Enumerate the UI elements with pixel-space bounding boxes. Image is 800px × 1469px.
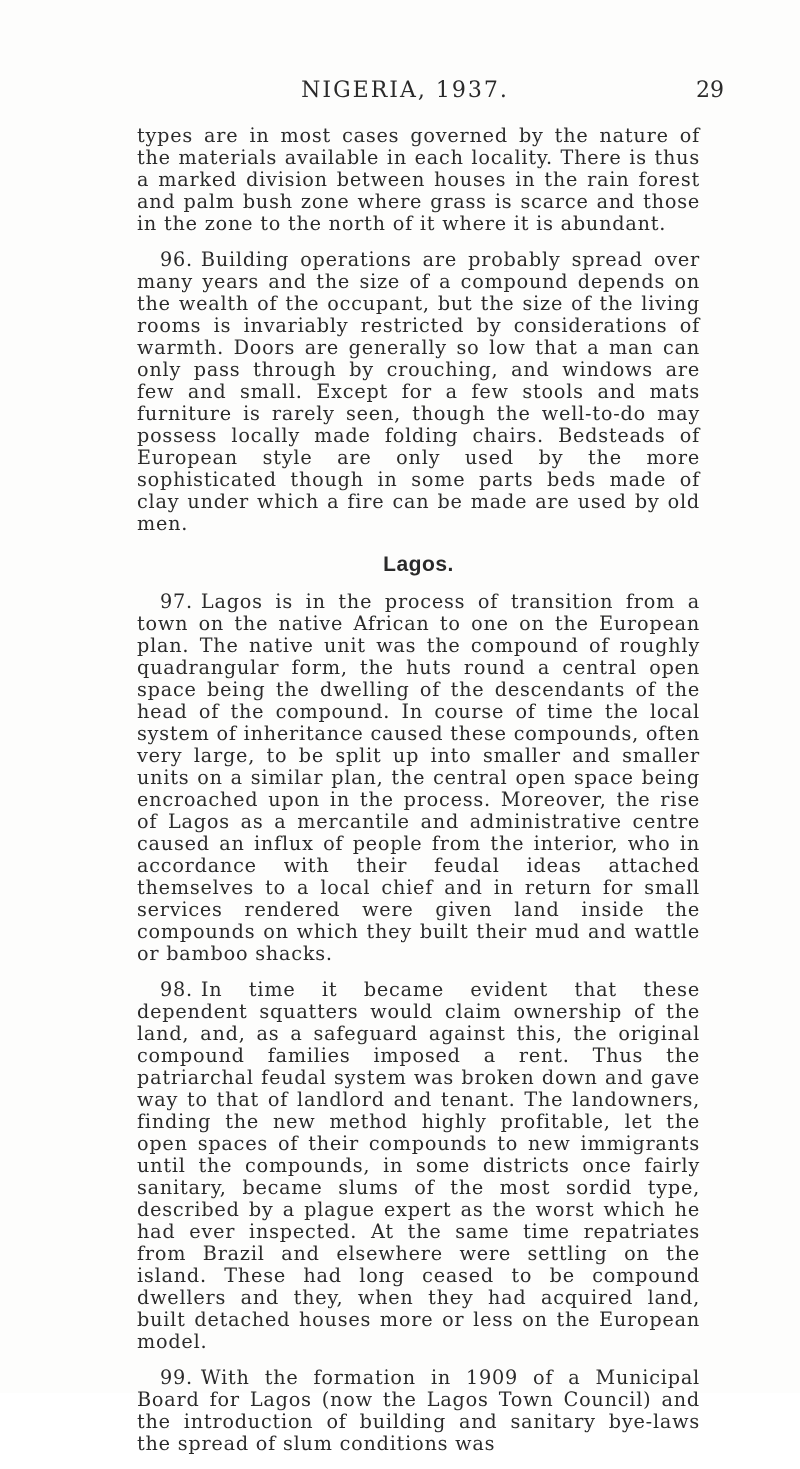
paragraph-text: Building operations are probably spread over many years and the size of a compound depends on the wealth of the occupant, but the size of the living rooms is invariably restricted by considerations of warmth. Doors are generally so low that a man can only pass through by crouching, and windows are few and small. Except for a few stools and mats furniture is rarely seen, though the well-to-do may possess locally made folding chairs. Bedsteads of European style are only used by the more sophisticated though in some parts beds made of clay under which a fire can be made are used by old men. bbox=[137, 248, 700, 535]
paragraph-continued bbox=[137, 125, 700, 235]
section-heading-lagos: Lagos. bbox=[383, 553, 454, 576]
paragraph-96 bbox=[137, 249, 700, 535]
paragraph-98 bbox=[137, 979, 700, 1353]
paragraph-number: 96. bbox=[160, 248, 193, 271]
paragraph-text: With the formation in 1909 of a Municipal Board for Lagos (now the Lagos Town Council) and the introduction of building and sanitary bye-laws the spread of slum conditions was bbox=[137, 1366, 700, 1455]
paragraph-text: Lagos is in the process of transition from a town on the native African to one on the European plan. The native unit was the compound of roughly quadrangular form, the huts round a central open space being the dwelling of the descendants of the head of the compound. In course of time the local system of inheritance caused these compounds, often very large, to be split up into smaller and smaller units on a similar plan, the central open space being encroached upon in the process. Moreover, the rise of Lagos as a mercantile and administrative centre caused an influx of people from the interior, who in accordance with their feudal ideas attached themselves to a local chief and in return for small services rendered were given land inside the compounds on which they built their mud and wattle or bamboo shacks. bbox=[137, 590, 700, 965]
paragraph-99 bbox=[137, 1367, 700, 1455]
running-title: NIGERIA, 1937. bbox=[301, 78, 509, 103]
page-number: 29 bbox=[696, 78, 724, 103]
paragraph-number: 97. bbox=[160, 590, 193, 613]
paragraph-text: In time it became evident that these dependent squatters would claim ownership of the land, and, as a safeguard against this, the original compound families imposed a rent. Thus the patriarchal feudal system was broken down and gave way to that of landlord and tenant. The landowners, finding the new method highly profitable, let the open spaces of their compounds to new immigrants until the compounds, in some districts once fairly sanitary, became slums of the most sordid type, described by a plague expert as the worst which he had ever inspected. At the same time repatriates from Brazil and elsewhere were settling on the island. These had long ceased to be compound dwellers and they, when they had acquired land, built detached houses more or less on the European model. bbox=[137, 978, 700, 1353]
page-body bbox=[137, 125, 700, 1469]
paragraph-number: 99. bbox=[160, 1366, 193, 1389]
paragraph-text: types are in most cases governed by the nature of the materials available in each locality. There is thus a marked division between houses in the rain forest and palm bush zone where grass is scarce and those in the zone to the north of it where it is abundant. bbox=[137, 124, 700, 235]
paragraph-number: 98. bbox=[160, 978, 193, 1001]
paragraph-97 bbox=[137, 591, 700, 965]
running-head bbox=[110, 78, 724, 108]
